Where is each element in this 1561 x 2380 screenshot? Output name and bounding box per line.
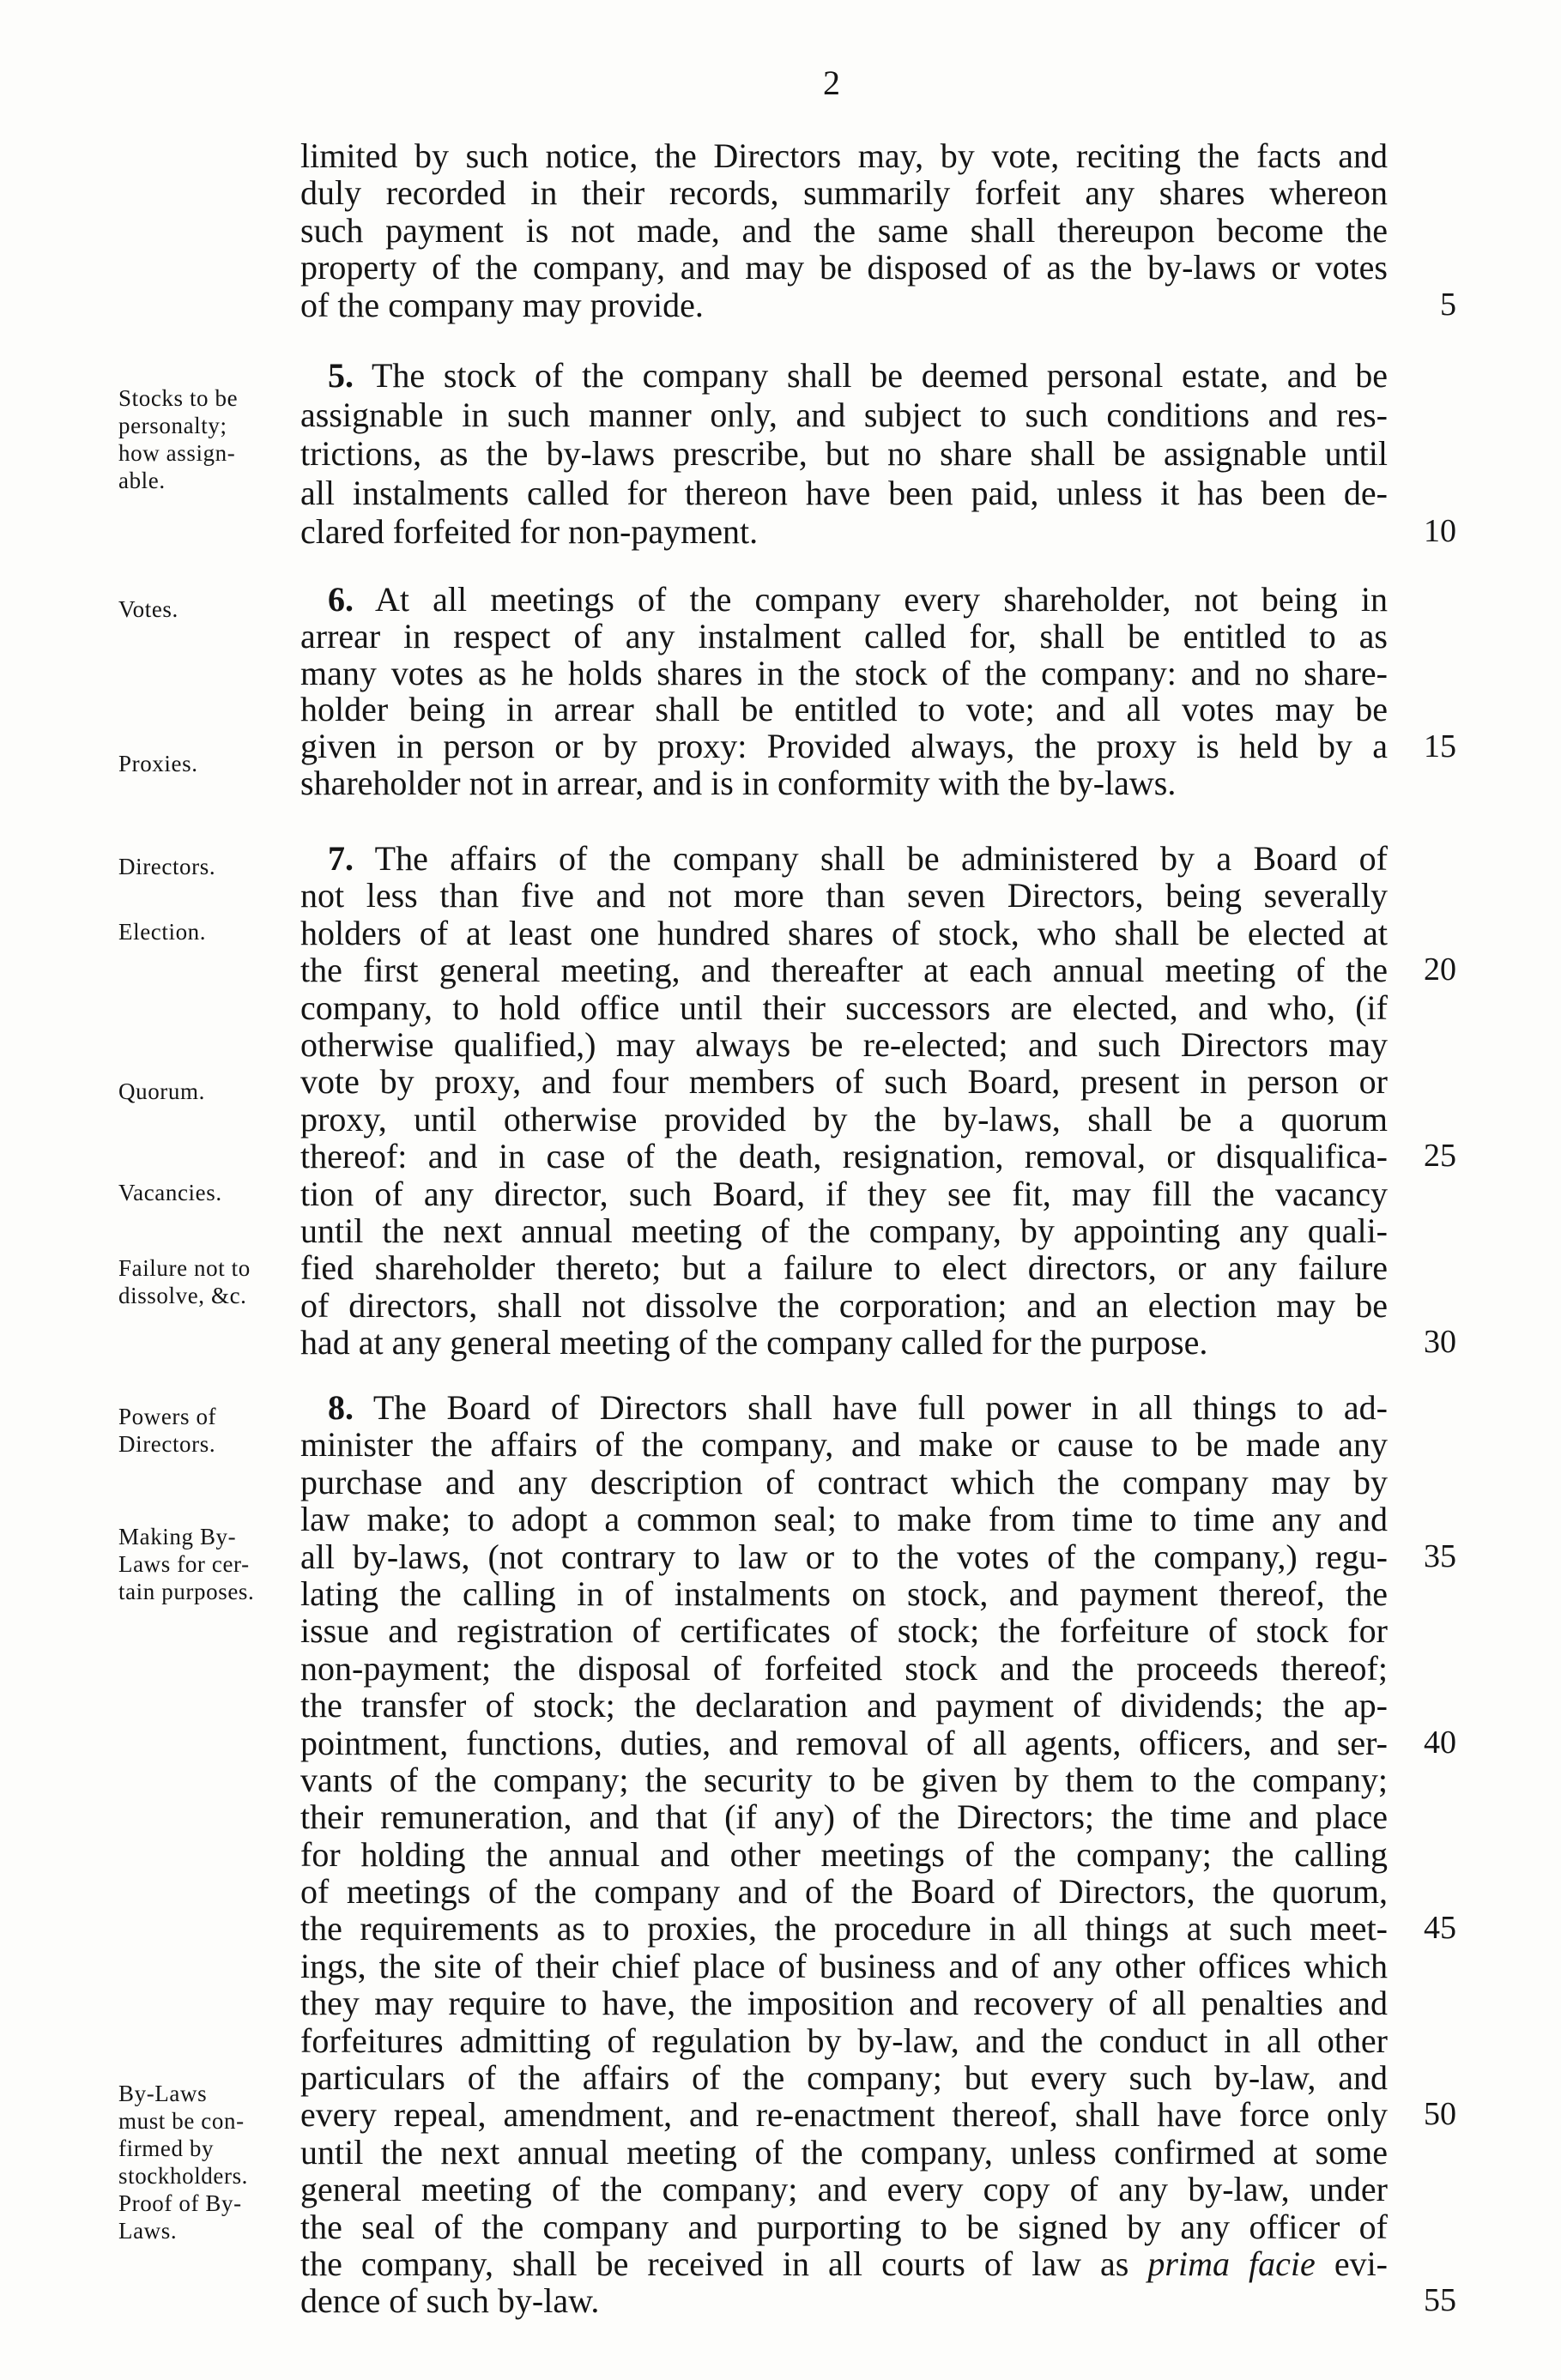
text-line xyxy=(300,2095,1456,2135)
line-text: the requirements as to proxies, the procedure in all things at such meet- xyxy=(300,1909,1388,1948)
margin-note-line: Vacancies. xyxy=(118,1180,222,1205)
line-text: shareholder not in arrear, and is in conformity with the by-laws. xyxy=(300,763,1177,802)
margin-note-line: Stocks to be xyxy=(118,385,239,411)
text-line xyxy=(300,1612,1388,1649)
line-text: of the company may provide. xyxy=(300,285,704,324)
text-line xyxy=(300,1537,1456,1576)
margin-note-line: how assign- xyxy=(118,440,236,466)
line-text: until the next annual meeting of the company, unless confirmed at some xyxy=(300,2132,1388,2172)
text-line xyxy=(300,1026,1388,1063)
line-text: At all meetings of the company every shareholder, not being in xyxy=(374,580,1388,619)
text-line xyxy=(300,474,1388,513)
text-line xyxy=(300,951,1456,990)
margin-note-line: Proxies. xyxy=(118,751,198,776)
margin-note xyxy=(118,1179,294,1206)
section-number: 6. xyxy=(328,580,354,619)
line-text: lating the calling in of instalments on stock, and payment thereof, the xyxy=(300,1574,1388,1613)
margin-note xyxy=(118,384,294,494)
text-line xyxy=(300,765,1388,802)
line-text: not less than five and not more than seven Directors, being severally xyxy=(300,876,1388,915)
line-text: non-payment; the disposal of forfeited stock and the proceeds thereof; xyxy=(300,1648,1388,1688)
line-number: 35 xyxy=(1424,1537,1456,1574)
margin-note-line: Powers of xyxy=(118,1404,217,1429)
text-line xyxy=(300,1101,1388,1138)
text-line xyxy=(300,1137,1456,1176)
line-text: fied shareholder thereto; but a failure to elect directors, or any failure xyxy=(300,1248,1388,1288)
line-text: The affairs of the company shall be administered by a Board of xyxy=(374,839,1389,878)
margin-note-line: Election. xyxy=(118,919,207,945)
text-line xyxy=(300,915,1388,951)
text-line xyxy=(300,1984,1388,2021)
text-line xyxy=(300,1389,1388,1426)
line-text: many votes as he holds shares in the stock of the company: and no share- xyxy=(300,653,1388,692)
margin-note xyxy=(118,595,294,623)
margin-note-line: Making By- xyxy=(118,1524,237,1549)
text-line xyxy=(300,434,1388,474)
line-text: dence of such by-law. xyxy=(300,2281,600,2321)
line-text: their remuneration, and that (if any) of the Directors; the time and place xyxy=(300,1797,1388,1837)
text-line xyxy=(300,616,1388,655)
text-line xyxy=(300,1501,1388,1537)
text-line xyxy=(300,1650,1388,1687)
line-text: The stock of the company shall be deemed personal estate, and be xyxy=(372,356,1388,395)
margin-note-line: Proof of By- xyxy=(118,2190,242,2216)
text-line xyxy=(300,1464,1388,1501)
margin-note-line: stockholders. xyxy=(118,2163,249,2189)
line-text: they may require to have, the imposition and recovery of all penalties and xyxy=(300,1984,1388,2023)
margin-note-line: tain purposes. xyxy=(118,1579,255,1604)
section-6 xyxy=(300,580,1456,802)
text-line xyxy=(300,249,1388,286)
text-line xyxy=(300,1873,1388,1910)
line-text: every repeal, amendment, and re-enactment thereof, shall have force only xyxy=(300,2095,1388,2135)
section-8 xyxy=(300,1388,1456,2321)
section-number: 8. xyxy=(328,1388,354,1427)
text-line xyxy=(300,1761,1388,1798)
continued-paragraph xyxy=(300,136,1456,324)
margin-note-line: Votes. xyxy=(118,596,178,622)
page-number: 2 xyxy=(823,63,840,102)
line-text: property of the company, and may be disposed of as the by-laws or votes xyxy=(300,248,1388,287)
line-text: the transfer of stock; the declaration and payment of dividends; the ap- xyxy=(300,1686,1388,1725)
text-line xyxy=(300,1723,1456,1762)
text-line xyxy=(300,1798,1388,1835)
line-text: tion of any director, such Board, if they see fit, may fill the vacancy xyxy=(300,1174,1388,1213)
line-text: all instalments called for thereon have been paid, unless it has been de- xyxy=(300,473,1388,512)
line-text: holders of at least one hundred shares of stock, who shall be elected at xyxy=(300,913,1388,952)
margin-note-line: Quorum. xyxy=(118,1078,205,1104)
section-5 xyxy=(300,356,1456,552)
text-line xyxy=(300,1212,1388,1249)
text-line xyxy=(300,2171,1388,2208)
line-number: 20 xyxy=(1424,951,1456,988)
line-text: evi- xyxy=(1315,2244,1388,2283)
margin-note-line: personalty; xyxy=(118,413,227,438)
margin-note-line: Directors. xyxy=(118,854,216,879)
line-text: pointment, functions, duties, and removal of all agents, officers, and ser- xyxy=(300,1723,1388,1762)
line-text: thereof: and in case of the death, resignation, removal, or disqualifica- xyxy=(300,1137,1388,1176)
margin-note-line: Directors. xyxy=(118,1431,216,1457)
text-line xyxy=(300,655,1388,692)
line-text: company, to hold office until their successors are elected, and who, (if xyxy=(300,988,1388,1027)
text-line xyxy=(300,512,1456,552)
text-line xyxy=(300,356,1388,396)
line-text: such payment is not made, and the same shall thereupon become the xyxy=(300,210,1388,250)
text-line xyxy=(300,727,1456,766)
line-text: law make; to adopt a common seal; to make from time to time any and xyxy=(300,1500,1388,1539)
line-text: holder being in arrear shall be entitled to vote; and all votes may be xyxy=(300,690,1388,729)
line-text: limited by such notice, the Directors may, by vote, reciting the facts and xyxy=(300,136,1388,175)
text-line xyxy=(300,1287,1388,1324)
line-text: until the next annual meeting of the company, by appointing any quali- xyxy=(300,1211,1388,1250)
text-line xyxy=(300,1909,1456,1948)
line-text: assignable in such manner only, and subject to such conditions and res- xyxy=(300,395,1388,434)
margin-note-line: Laws for cer- xyxy=(118,1551,250,1577)
margin-note-line: able. xyxy=(118,468,166,493)
text-line xyxy=(300,1575,1388,1612)
line-text: given in person or by proxy: Provided always, the proxy is held by a xyxy=(300,727,1388,766)
section-number: 7. xyxy=(328,839,354,878)
line-text: of meetings of the company and of the Board of Directors, the quorum, xyxy=(300,1872,1388,1912)
margin-note-line: firmed by xyxy=(118,2135,215,2161)
text-line xyxy=(300,1687,1388,1724)
text-line xyxy=(300,2059,1388,2096)
line-number: 30 xyxy=(1424,1324,1456,1361)
line-number: 40 xyxy=(1424,1724,1456,1761)
line-text: for holding the annual and other meetings of the company; the calling xyxy=(300,1834,1388,1874)
margin-note-line: must be con- xyxy=(118,2108,245,2134)
margin-note xyxy=(118,918,294,945)
text-line xyxy=(300,212,1388,249)
text-line xyxy=(300,1948,1388,1984)
text-line xyxy=(300,1323,1456,1362)
line-text: vote by proxy, and four members of such Board, present in person or xyxy=(300,1062,1388,1102)
text-line xyxy=(300,396,1388,435)
text-line xyxy=(300,989,1388,1026)
line-text: clared forfeited for non-payment. xyxy=(300,512,759,551)
line-text: forfeitures admitting of regulation by by-law, and the conduct in all other xyxy=(300,2021,1388,2060)
body-text-column xyxy=(300,0,1456,2380)
margin-notes-column xyxy=(118,0,294,2380)
text-line xyxy=(300,2245,1388,2282)
line-text: proxy, until otherwise provided by the by-laws, shall be a quorum xyxy=(300,1099,1388,1139)
section-number: 5. xyxy=(328,356,354,395)
line-text: issue and registration of certificates of stock; the forfeiture of stock for xyxy=(300,1611,1388,1651)
line-text: general meeting of the company; and every copy of any by-law, under xyxy=(300,2170,1388,2209)
text-line xyxy=(300,2208,1388,2245)
margin-note-line: Failure not to xyxy=(118,1255,251,1281)
line-number: 25 xyxy=(1424,1138,1456,1175)
line-text: the seal of the company and purporting to be signed by any officer of xyxy=(300,2207,1388,2246)
line-text: particulars of the affairs of the company; but every such by-law, and xyxy=(300,2058,1388,2098)
margin-note xyxy=(118,750,294,777)
margin-note xyxy=(118,1523,294,1605)
text-line xyxy=(300,582,1388,619)
text-line xyxy=(300,692,1388,728)
line-text: the company, shall be received in all courts of law as xyxy=(300,2244,1148,2283)
margin-note xyxy=(118,1254,294,1309)
line-text: ings, the site of their chief place of business and of any other offices which xyxy=(300,1946,1388,1985)
line-number: 45 xyxy=(1424,1910,1456,1947)
text-line xyxy=(300,840,1388,877)
text-line xyxy=(300,877,1388,914)
margin-note-line: Laws. xyxy=(118,2218,178,2244)
text-line xyxy=(300,1175,1388,1212)
line-text: the first general meeting, and thereafter at each annual meeting of the xyxy=(300,951,1388,990)
line-text: The Board of Directors shall have full power in all things to ad- xyxy=(372,1388,1389,1427)
line-number: 10 xyxy=(1424,513,1456,549)
line-number: 15 xyxy=(1424,728,1456,765)
line-number: 5 xyxy=(1440,286,1456,323)
margin-note xyxy=(118,2080,294,2244)
text-line xyxy=(300,1063,1388,1100)
line-text: had at any general meeting of the company called for the purpose. xyxy=(300,1323,1208,1362)
emphasized-text: prima facie xyxy=(1147,2244,1316,2283)
margin-note xyxy=(118,1078,294,1105)
margin-note xyxy=(118,1403,294,1458)
text-line xyxy=(300,1426,1388,1463)
margin-note xyxy=(118,853,294,880)
section-7 xyxy=(300,839,1456,1362)
text-line xyxy=(300,137,1388,174)
line-text: minister the affairs of the company, and make or cause to be made any xyxy=(300,1425,1388,1465)
text-line xyxy=(300,2281,1456,2321)
line-text: all by-laws, (not contrary to law or to the votes of the company,) regu- xyxy=(300,1537,1388,1576)
text-line xyxy=(300,174,1388,211)
line-number: 55 xyxy=(1424,2282,1456,2319)
line-text: trictions, as the by-laws prescribe, but no share shall be assignable until xyxy=(300,434,1388,473)
text-line xyxy=(300,2022,1388,2059)
text-line xyxy=(300,1249,1388,1286)
margin-note-line: dissolve, &c. xyxy=(118,1283,247,1308)
line-text: purchase and any description of contract which the company may by xyxy=(300,1462,1388,1501)
margin-note-line: By-Laws xyxy=(118,2081,208,2106)
line-text: otherwise qualified,) may always be re-elected; and such Directors may xyxy=(300,1024,1388,1064)
text-line xyxy=(300,2134,1388,2171)
line-text: arrear in respect of any instalment called for, shall be entitled to as xyxy=(300,616,1388,655)
line-text: duly recorded in their records, summarily forfeit any shares whereon xyxy=(300,173,1388,213)
text-line xyxy=(300,1836,1388,1873)
text-line xyxy=(300,285,1456,324)
line-text: vants of the company; the security to be given by them to the company; xyxy=(300,1760,1388,1799)
line-number: 50 xyxy=(1424,2096,1456,2133)
line-text: of directors, shall not dissolve the corporation; and an election may be xyxy=(300,1285,1388,1325)
